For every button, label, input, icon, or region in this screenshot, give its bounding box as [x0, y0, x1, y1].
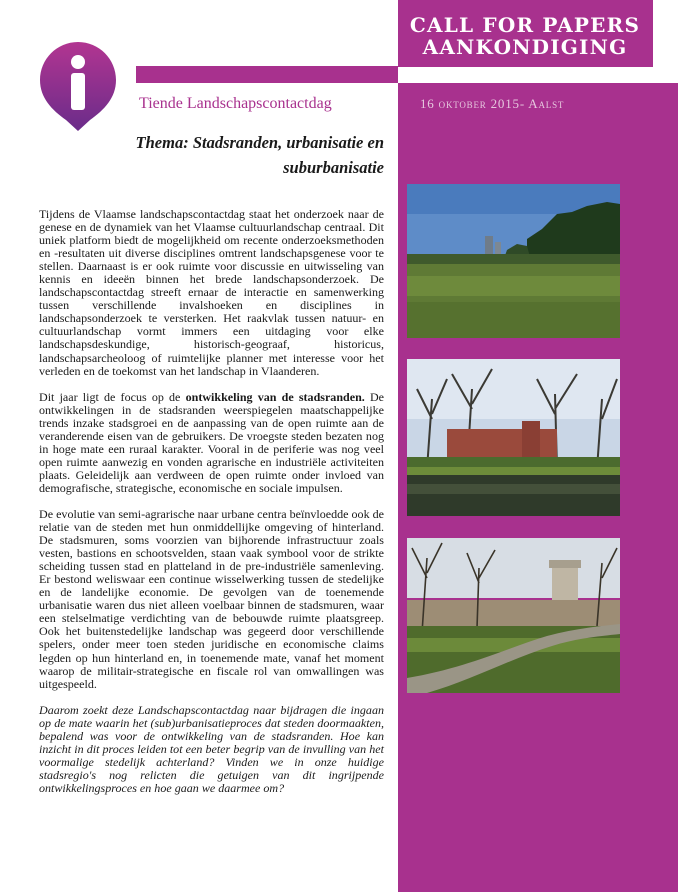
photo-meadow — [407, 184, 620, 338]
subtitle: Tiende Landschapscontactdag — [139, 95, 332, 112]
theme-heading — [118, 130, 384, 180]
paragraph-2-emphasis: ontwikkeling van de stadsranden. — [185, 389, 365, 404]
title-line-1: CALL FOR PAPERS — [409, 13, 641, 37]
body-text — [39, 208, 384, 808]
paragraph-2 — [39, 391, 384, 495]
header-bar — [136, 66, 398, 83]
header-bar-gap — [398, 67, 678, 83]
paragraph-4: Daarom zoekt deze Landschapscontactdag naar bijdragen die ingaan op de mate waarin het (sub)urbanisatieproces dat steden doormaakten, bepalend was voor de ontwikkeling van de stadsranden. Hoe kan inzicht in dit proces leiden tot een beter begrip van de invulling van het voormalige stedelijk achterland? Vinden we in onze huidige stadsregio's nog relicten die getuigen van dit ingrijpende ontwikkelingsproces en hoe gaan we daarmee om? — [39, 702, 384, 795]
theme-line-1: Thema: Stadsranden, urbanisatie en — [135, 133, 384, 152]
paragraph-2-rest: De ontwikkelingen in de stadsranden weerspiegelen maatschappelijke trends inzake stadsgroei en de aanpassing van de open ruimte aan de veranderende eisen van de gebruikers. De vroegste steden bezaten nog in hoge mate een ruraal karakter. Vooral in de periferie was nog veel open ruimte aanwezig en vonden agrarische en industriële activiteiten plaats. Geleidelijk aan verdween de open ruimte onder invloed van demografische, strategische, economische en sociale impulsen. — [39, 389, 385, 495]
paragraph-2-intro: Dit jaar ligt de focus op de — [39, 389, 186, 404]
title-line-2: AANKONDIGING — [422, 35, 628, 59]
theme-line-2: suburbanisatie — [283, 158, 384, 177]
right-edge-strip — [653, 67, 678, 892]
photo-garden-tower — [407, 538, 620, 693]
event-date: 16 oktober 2015- Aalst — [420, 96, 565, 111]
paragraph-1: Tijdens de Vlaamse landschapscontactdag staat het onderzoek naar de genese en de dynamiek van het Vlaamse cultuurlandschap centraal. Dit uniek platform biedt de mogelijkheid om recente onderzoeksmethoden en -resultaten uit diverse disciplines omtrent landschapsgenese voor te stellen. Daarnaast is er ook ruimte voor discussie en uitwisseling van kennis en ideeën binnen het brede landschapsonderzoek. De landschapscontactdag streeft ernaar de interactie en samenwerking tussen verschillende invalshoeken en disciplines in landschapsonderzoek te versterken. Het raakvlak tussen natuur- en cultuurlandschap vormt immers een uitdaging voor elke landschapsdeskundige, historisch-geograaf, historicus, landschapsarcheoloog of ruimtelijke planner met interesse voor het verleden en de toekomst van het landschap in Vlaanderen. — [39, 207, 384, 378]
photo-castle-pond — [407, 359, 620, 516]
paragraph-3: De evolutie van semi-agrarische naar urbane centra beïnvloedde ook de relatie van de steden met hun onmiddellijke omgeving of hinterland. De stadsmuren, soms voorzien van bijhorende infrastructuur zoals vesten, bastions en schootsvelden, staan vaak symbool voor de strikte scheiding tussen stad en platteland in de pre-industriële samenleving. Er bestond weliswaar een continue wisselwerking tussen de stedelijke en de landelijke economie. De gevolgen van de toenemende urbanisatie waren dus niet alleen voelbaar binnen de stadsmuren, waar een stelselmatige verdichting van de bebouwde ruimte plaatsgreep. Ook het buitenstedelijke landschap was gegeerd door verschillende spelers, onder meer toen steden juridische en economische claims legden op hun hinterland en, in toenemende mate, vanaf het moment waarop de militair-strategische en fiscale rol van omwallingen was uitgespeeld. — [39, 506, 384, 691]
page-title — [405, 14, 645, 58]
info-icon — [38, 40, 118, 132]
corner-cutout — [653, 0, 678, 67]
